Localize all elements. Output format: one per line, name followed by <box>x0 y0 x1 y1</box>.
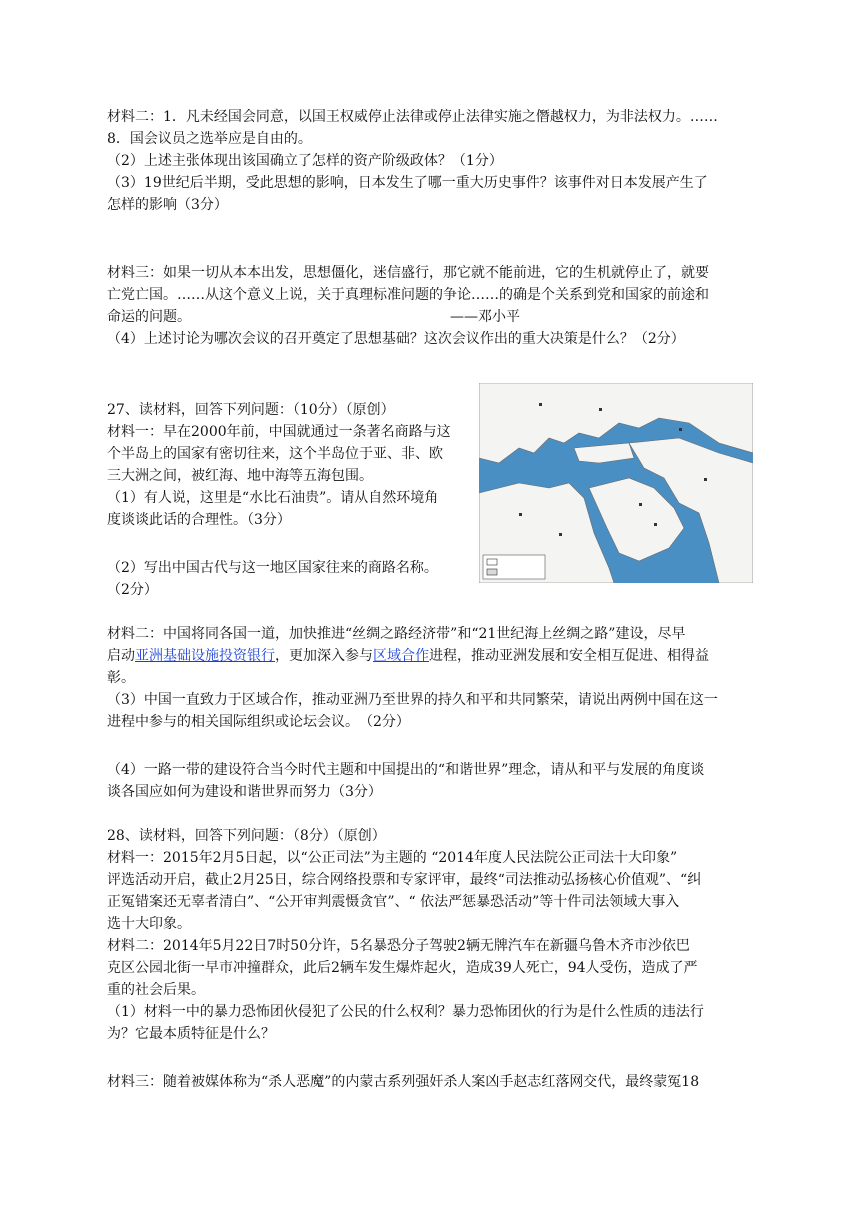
text-line: 8．国会议员之选举应是自由的。 <box>107 131 312 147</box>
text-span: 命运的问题。 <box>107 309 191 325</box>
q27-material-2 <box>107 623 757 733</box>
text-line: 材料三：随着被媒体称为“杀人恶魔”的内蒙古系列强奸杀人案凶手赵志红落网交代，最终蒙冤18 <box>107 1074 700 1090</box>
text-line: 克区公园北街一早市冲撞群众，此后2辆车发生爆炸起火，造成39人死亡，94人受伤，造成了严 <box>107 960 698 976</box>
text-line: 材料三：如果一切从本本出发，思想僵化，迷信盛行，那它就不能前进，它的生机就停止了，就要 <box>107 265 709 281</box>
q28-sub1: 为？它最本质特征是什么？ <box>107 1026 275 1042</box>
question-3-line: （3）19世纪后半期，受此思想的影响，日本发生了哪一重大历史事件？该事件对日本发展产生了 <box>107 175 708 191</box>
q27-left-block <box>107 399 467 531</box>
text-line: 重的社会后果。 <box>107 982 205 998</box>
q28-sub1: （1）材料一中的暴力恐怖团伙侵犯了公民的什么权利？暴力恐怖团伙的行为是什么性质的违法行 <box>107 1004 704 1020</box>
text-span: ，更加深入参与 <box>275 648 373 664</box>
text-line: 个半岛上的国家有密切往来，这个半岛位于亚、非、欧 <box>107 446 443 462</box>
q27-sub4: （4）一路一带的建设符合当今时代主题和中国提出的“和谐世界”理念，请从和平与发展的角度谈 <box>107 762 705 778</box>
text-line: 材料二：1．凡未经国会同意，以国王权威停止法律或停止法律实施之僭越权力，为非法权力。…… <box>107 109 718 125</box>
q27-sub2-block <box>107 557 467 601</box>
text-line: 材料二：中国将同各国一道，加快推进“丝绸之路经济带”和“21世纪海上丝绸之路”建设，尽早 <box>107 626 686 642</box>
text-line: 评选活动开启，截止2月25日，综合网络投票和专家评审，最终“司法推动弘扬核心价值观”、“纠 <box>107 872 702 888</box>
signature-deng: ——邓小平 <box>450 309 520 325</box>
regional-cooperation-link[interactable]: 区域合作 <box>373 648 429 664</box>
text-line <box>107 645 757 667</box>
question-2: （2）上述主张体现出该国确立了怎样的资产阶级政体？（1分） <box>107 153 503 169</box>
material-2-block <box>107 106 757 216</box>
text-line: 材料一：早在2000年前，中国就通过一条著名商路与这 <box>107 424 451 440</box>
q27-sub1: 度谈谈此话的合理性。（3分） <box>107 512 291 528</box>
q27-sub2: （2）写出中国古代与这一地区国家往来的商路名称。 <box>107 560 438 576</box>
text-line: 选十大印象。 <box>107 916 191 932</box>
text-line <box>107 306 757 328</box>
question-3-line: 怎样的影响（3分） <box>107 197 228 213</box>
q28-block <box>107 825 757 1045</box>
q27-sub1: （1）有人说，这里是“水比石油贵”。请从自然环境角 <box>107 490 439 506</box>
text-line: 正冤错案还无辜者清白”、“公开审判震慑贪官”、“ 依法严惩暴恐活动”等十件司法领域大事入 <box>107 894 680 910</box>
q27-sub4: 谈各国应如何为建设和谐世界而努力（3分） <box>107 784 382 800</box>
arabian-peninsula-map <box>479 383 753 583</box>
text-line: 彰。 <box>107 670 135 686</box>
text-line: 材料一：2015年2月5日起，以“公正司法”为主题的 “2014年度人民法院公正司法十大印象” <box>107 850 678 866</box>
question-4: （4）上述讨论为哪次会议的召开奠定了思想基础？这次会议作出的重大决策是什么？（2分） <box>107 331 685 347</box>
q28-title: 28、读材料，回答下列问题：（8分）（原创） <box>107 828 386 844</box>
q28-material-3 <box>107 1071 757 1093</box>
text-span: 启动 <box>107 648 135 664</box>
q27-sub2: （2分） <box>107 582 158 598</box>
q27-sub3: （3）中国一直致力于区域合作，推动亚洲乃至世界的持久和平和共同繁荣，请说出两例中国在这一 <box>107 692 718 708</box>
text-line: 亡党亡国。……从这个意义上说，关于真理标准问题的争论……的确是个关系到党和国家的前途和 <box>107 287 709 303</box>
q27-sub3: 进程中参与的相关国际组织或论坛会议。 （2分） <box>107 714 410 730</box>
q27-sub4-block <box>107 759 757 803</box>
aiib-link[interactable]: 亚洲基础设施投资银行 <box>135 648 275 664</box>
text-line: 三大洲之间，被红海、地中海等五海包围。 <box>107 468 373 484</box>
text-line: 材料二：2014年5月22日7时50分许，5名暴恐分子驾驶2辆无牌汽车在新疆乌鲁木齐市沙依巴 <box>107 938 690 954</box>
q27-title: 27、读材料，回答下列问题：（10分）（原创） <box>107 402 395 418</box>
material-3-block <box>107 262 757 350</box>
text-span: 进程，推动亚洲发展和安全相互促进、相得益 <box>429 648 709 664</box>
